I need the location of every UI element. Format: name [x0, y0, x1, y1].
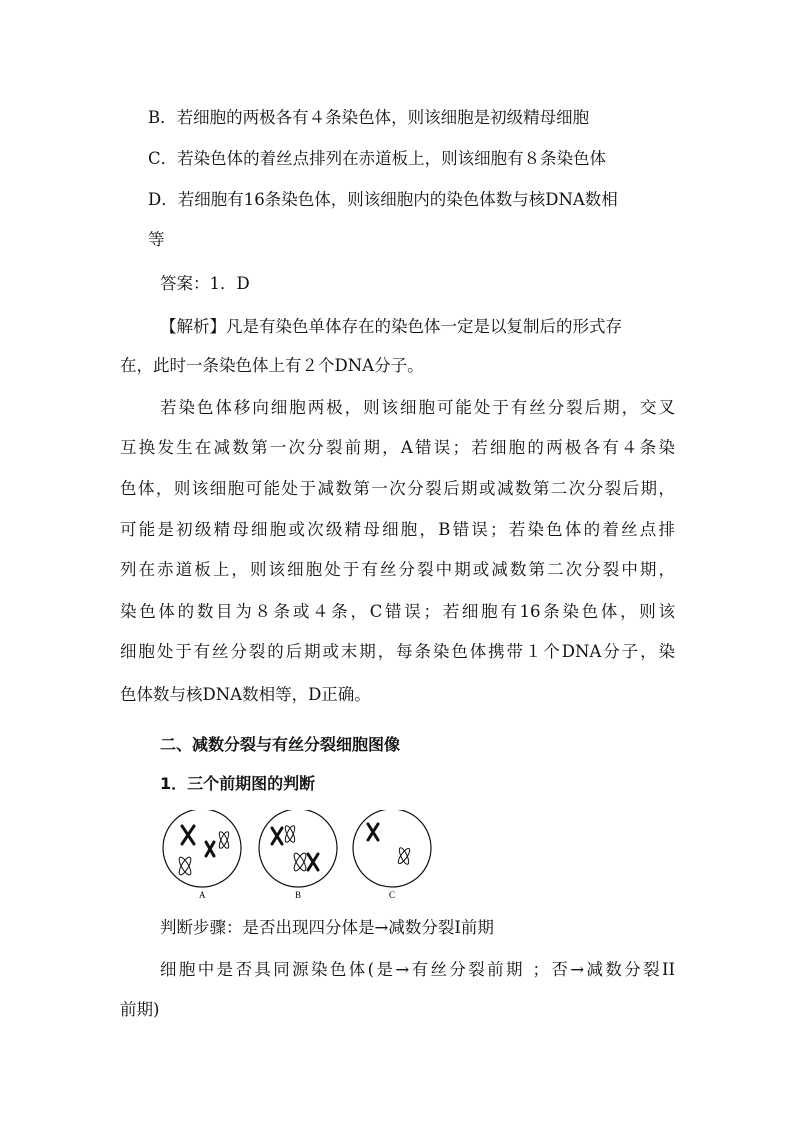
- subsection-title: 1．三个前期图的判断: [160, 774, 316, 793]
- analysis-p2-line: 色体，则该细胞可能处于减数第一次分裂后期或减数第二次分裂后期，: [120, 479, 675, 498]
- figure-label: A: [199, 890, 206, 900]
- section-title: 二、减数分裂与有丝分裂细胞图像: [160, 735, 401, 754]
- option-d-line1: D．若细胞有16条染色体，则该细胞内的染色体数与核DNA数相: [148, 190, 618, 209]
- analysis-p1-line1: 【解析】凡是有染色单体存在的染色体一定是以复制后的形式存: [160, 317, 622, 336]
- figure-label: B: [295, 890, 302, 900]
- figure-label: C: [389, 890, 396, 900]
- analysis-p2-line: 若染色体移向细胞两极，则该细胞可能处于有丝分裂后期，交叉: [160, 398, 675, 417]
- analysis-p2-line: 细胞处于有丝分裂的后期或末期，每条染色体携带１个DNA分子，染: [120, 642, 675, 661]
- analysis-p2-line: 互换发生在减数第一次分裂前期，A错误；若细胞的两极各有４条染: [120, 438, 675, 457]
- homolog-line2: 前期): [120, 1000, 160, 1019]
- option-c: C．若染色体的着丝点排列在赤道板上，则该细胞有８条染色体: [148, 149, 607, 168]
- option-d-line2: 等: [148, 230, 165, 249]
- analysis-p2-line: 列在赤道板上，则该细胞处于有丝分裂中期或减数第二次分裂中期，: [120, 560, 675, 579]
- option-b: B．若细胞的两极各有４条染色体，则该细胞是初级精母细胞: [148, 108, 590, 127]
- step-line: 判断步骤：是否出现四分体是→减数分裂Ⅰ前期: [160, 918, 494, 937]
- cell-diagram-a: [163, 810, 241, 900]
- analysis-p2-line: 染色体的数目为８条或４条，C错误；若细胞有16条染色体，则该: [120, 602, 675, 621]
- analysis-p2-line: 色体数与核DNA数相等，D正确。: [120, 685, 371, 704]
- analysis-p1-line2: 在，此时一条染色体上有２个DNA分子。: [120, 356, 424, 375]
- prophase-figures: [160, 810, 440, 900]
- cell-diagram-b: [259, 810, 337, 900]
- cell-diagram-c: [353, 810, 431, 900]
- answer: 答案：1．D: [160, 274, 250, 293]
- homolog-line1: 细胞中是否具同源染色体(是→有丝分裂前期 ；否→减数分裂II: [160, 960, 675, 979]
- analysis-p2-line: 可能是初级精母细胞或次级精母细胞，B错误；若染色体的着丝点排: [120, 520, 675, 539]
